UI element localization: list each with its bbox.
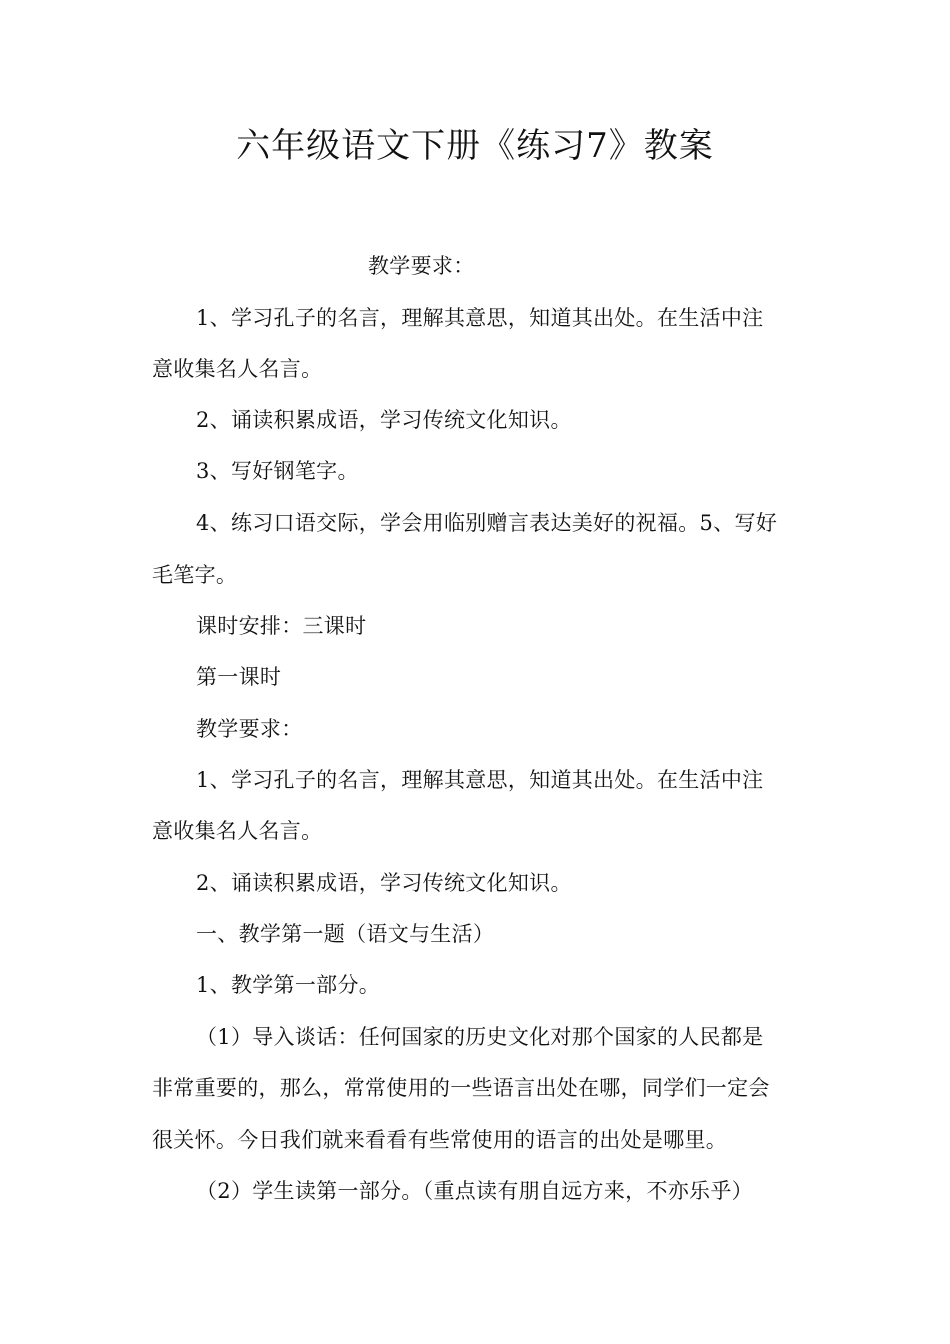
section-heading-first-lesson: 第一课时 [196, 665, 282, 689]
paragraph-line: 4、练习口语交际，学会用临别赠言表达美好的祝福。5、写好 [196, 511, 778, 535]
paragraph-line: 意收集名人名言。 [152, 357, 323, 381]
section-heading-requirements: 教学要求： [196, 717, 303, 741]
paragraph-line: 毛笔字。 [152, 563, 238, 587]
paragraph-line: 意收集名人名言。 [152, 819, 323, 843]
paragraph-line: 2、诵读积累成语，学习传统文化知识。 [196, 871, 572, 895]
paragraph-line: 非常重要的，那么，常常使用的一些语言出处在哪，同学们一定会 [152, 1076, 770, 1100]
paragraph-line: 3、写好钢笔字。 [196, 459, 359, 483]
paragraph-line: （2）学生读第一部分。（重点读有朋自远方来，不亦乐乎） [196, 1179, 753, 1203]
paragraph-line: 1、学习孔子的名言，理解其意思，知道其出处。在生活中注 [196, 306, 764, 330]
paragraph-line: 很关怀。今日我们就来看看有些常使用的语言的出处是哪里。 [152, 1128, 728, 1152]
paragraph-line: 1、学习孔子的名言，理解其意思，知道其出处。在生活中注 [196, 768, 764, 792]
paragraph-line: 1、教学第一部分。 [196, 973, 381, 997]
paragraph-line: 2、诵读积累成语，学习传统文化知识。 [196, 408, 572, 432]
section-heading-requirements: 教学要求： [368, 254, 475, 278]
paragraph-line: （1）导入谈话：任何国家的历史文化对那个国家的人民都是 [196, 1025, 764, 1049]
section-heading-topic-one: 一、教学第一题（语文与生活） [196, 922, 495, 946]
paragraph-line: 课时安排：三课时 [196, 614, 367, 638]
document-title: 六年级语文下册《练习7》教案 [236, 126, 714, 166]
